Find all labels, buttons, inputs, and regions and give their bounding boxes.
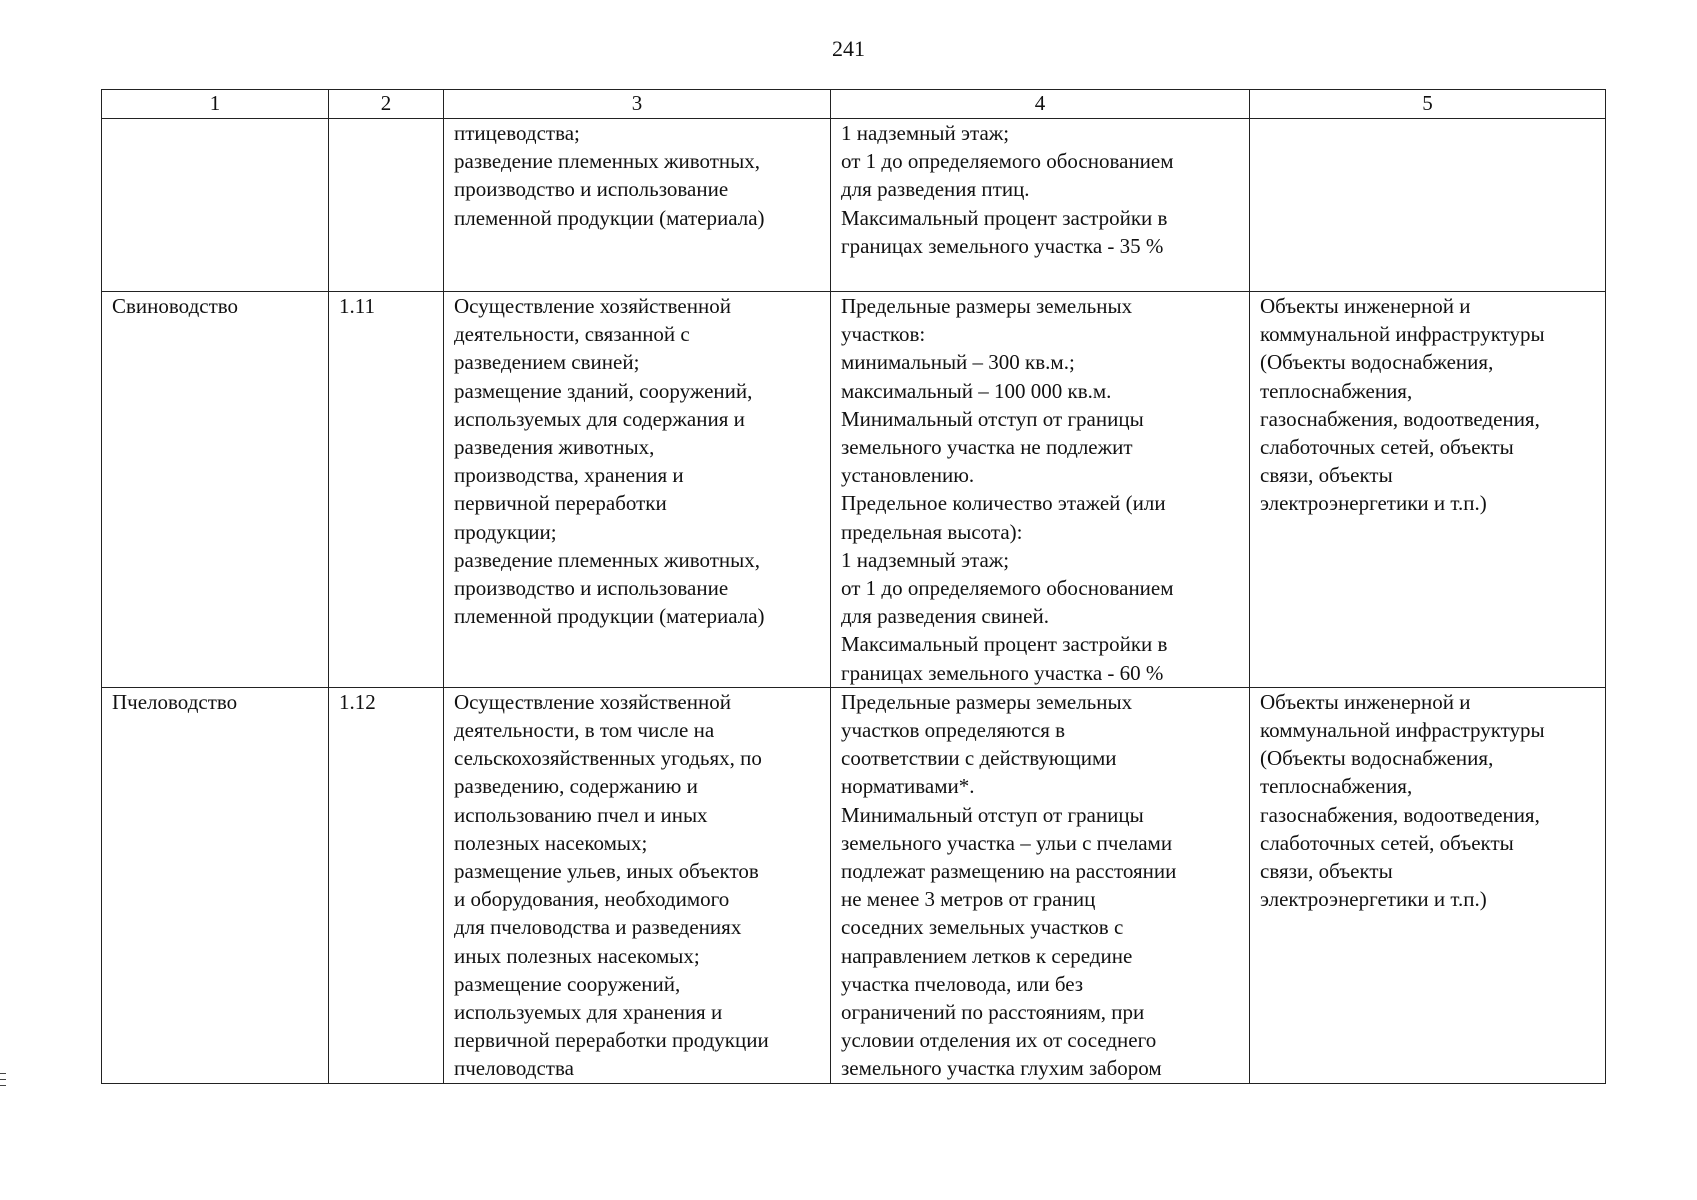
text-line: производство и использование	[454, 576, 729, 601]
text-line: нормативами*.	[841, 774, 975, 799]
text-line: Максимальный процент застройки в	[841, 205, 1168, 230]
text-line: используемых для хранения и	[454, 1000, 723, 1025]
text-line: Объекты инженерной и	[1260, 689, 1471, 714]
cell-description	[444, 119, 831, 292]
text-line: электроэнергетики и т.п.)	[1260, 887, 1487, 912]
text-line: предельная высота):	[841, 519, 1023, 544]
cell-land-use-name	[102, 687, 329, 1083]
text-line: связи, объекты	[1260, 463, 1393, 488]
margin-marks	[0, 1073, 6, 1091]
text-line: сельскохозяйственных угодьях, по	[454, 746, 762, 771]
text-line: коммунальной инфраструктуры	[1260, 718, 1545, 743]
text-line: ограничений по расстояниям, при	[841, 1000, 1145, 1025]
text-line: (Объекты водоснабжения,	[1260, 350, 1494, 375]
cell-description	[444, 687, 831, 1083]
cell-description	[444, 292, 831, 688]
text-line: и оборудования, необходимого	[454, 887, 730, 912]
table-row	[102, 292, 1606, 688]
cell-land-use-name-text: Пчеловодство	[112, 689, 238, 714]
text-line: продукции;	[454, 519, 557, 544]
table-row	[102, 687, 1606, 1083]
text-line: размещение ульев, иных объектов	[454, 859, 759, 884]
text-line: производство и использование	[454, 177, 729, 202]
text-line: газоснабжения, водоотведения,	[1260, 802, 1540, 827]
text-line: теплоснабжения,	[1260, 378, 1413, 403]
table-body	[102, 119, 1606, 1084]
column-header-5: 5	[1250, 90, 1606, 119]
text-line: полезных насекомых;	[454, 830, 648, 855]
text-line: племенной продукции (материала)	[454, 604, 765, 629]
text-line: электроэнергетики и т.п.)	[1260, 491, 1487, 516]
text-line: земельного участка не подлежит	[841, 435, 1133, 460]
text-line: слаботочных сетей, объекты	[1260, 830, 1514, 855]
cell-facilities	[1250, 687, 1606, 1083]
cell-code	[329, 119, 444, 292]
column-header-3: 3	[444, 90, 831, 119]
cell-land-use-name-text: Свиноводство	[112, 294, 239, 318]
cell-parameters	[831, 687, 1250, 1083]
text-line: газоснабжения, водоотведения,	[1260, 406, 1540, 431]
cell-code	[329, 687, 444, 1083]
text-line: границах земельного участка - 35 %	[841, 233, 1164, 258]
cell-land-use-name	[102, 292, 329, 688]
cell-code-text: 1.12	[339, 689, 376, 714]
text-line: деятельности, связанной с	[454, 322, 690, 347]
text-line: подлежат размещению на расстоянии	[841, 859, 1177, 884]
cell-parameters	[831, 292, 1250, 688]
column-header-2: 2	[329, 90, 444, 119]
text-line: разведения животных,	[454, 435, 655, 460]
text-line: для разведения птиц.	[841, 177, 1030, 202]
text-line: участка пчеловода, или без	[841, 971, 1084, 996]
text-line: установлению.	[841, 463, 975, 488]
text-line: разведению, содержанию и	[454, 774, 698, 799]
text-line: земельного участка – ульи с пчелами	[841, 830, 1173, 855]
column-header-4: 4	[831, 90, 1250, 119]
text-line: от 1 до определяемого обоснованием	[841, 149, 1174, 174]
table-row	[102, 119, 1606, 292]
text-line: Максимальный процент застройки в	[841, 632, 1168, 657]
text-line: соответствии с действующими	[841, 746, 1117, 771]
text-line: для пчеловодства и разведениях	[454, 915, 742, 940]
text-line: Предельные размеры земельных	[841, 689, 1133, 714]
text-line: разведение племенных животных,	[454, 547, 761, 572]
text-line: соседних земельных участков с	[841, 915, 1124, 940]
text-line: Осуществление хозяйственной	[454, 294, 731, 318]
cell-facilities	[1250, 119, 1606, 292]
text-line: Минимальный отступ от границы	[841, 406, 1144, 431]
text-line: максимальный – 100 000 кв.м.	[841, 378, 1112, 403]
text-line: использованию пчел и иных	[454, 802, 708, 827]
text-line: разведением свиней;	[454, 350, 640, 375]
text-line: для разведения свиней.	[841, 604, 1049, 629]
text-line: слаботочных сетей, объекты	[1260, 435, 1514, 460]
text-line: направлением летков к середине	[841, 943, 1133, 968]
text-line: участков:	[841, 322, 926, 347]
text-line: первичной переработки продукции	[454, 1028, 769, 1053]
text-line: коммунальной инфраструктуры	[1260, 322, 1545, 347]
cell-code-text: 1.11	[339, 294, 375, 318]
text-line: используемых для содержания и	[454, 406, 745, 431]
text-line: от 1 до определяемого обоснованием	[841, 576, 1174, 601]
text-line: размещение сооружений,	[454, 971, 681, 996]
column-header-1: 1	[102, 90, 329, 119]
text-line: иных полезных насекомых;	[454, 943, 700, 968]
cell-code	[329, 292, 444, 688]
text-line: границах земельного участка - 60 %	[841, 660, 1164, 685]
text-line: первичной переработки	[454, 491, 667, 516]
page-number: 241	[832, 36, 865, 61]
text-line: размещение зданий, сооружений,	[454, 378, 753, 403]
text-line: Объекты инженерной и	[1260, 294, 1471, 318]
text-line: (Объекты водоснабжения,	[1260, 746, 1494, 771]
text-line: производства, хранения и	[454, 463, 684, 488]
text-line: земельного участка глухим забором	[841, 1056, 1162, 1081]
text-line: не менее 3 метров от границ	[841, 887, 1096, 912]
text-line: разведение племенных животных,	[454, 149, 761, 174]
text-line: птицеводства;	[454, 121, 580, 145]
text-line: племенной продукции (материала)	[454, 205, 765, 230]
text-line: деятельности, в том числе на	[454, 718, 715, 743]
table-header-row	[102, 90, 1606, 119]
cell-facilities	[1250, 292, 1606, 688]
text-line: участков определяются в	[841, 718, 1066, 743]
text-line: Осуществление хозяйственной	[454, 689, 731, 714]
text-line: Предельное количество этажей (или	[841, 491, 1166, 516]
text-line: теплоснабжения,	[1260, 774, 1413, 799]
land-use-table	[101, 89, 1606, 1084]
text-line: связи, объекты	[1260, 859, 1393, 884]
text-line: Минимальный отступ от границы	[841, 802, 1144, 827]
text-line: пчеловодства	[454, 1056, 574, 1081]
text-line: 1 надземный этаж;	[841, 121, 1010, 145]
text-line: 1 надземный этаж;	[841, 547, 1010, 572]
text-line: Предельные размеры земельных	[841, 294, 1133, 318]
cell-land-use-name	[102, 119, 329, 292]
text-line: минимальный – 300 кв.м.;	[841, 350, 1075, 375]
text-line: условии отделения их от соседнего	[841, 1028, 1157, 1053]
cell-parameters	[831, 119, 1250, 292]
